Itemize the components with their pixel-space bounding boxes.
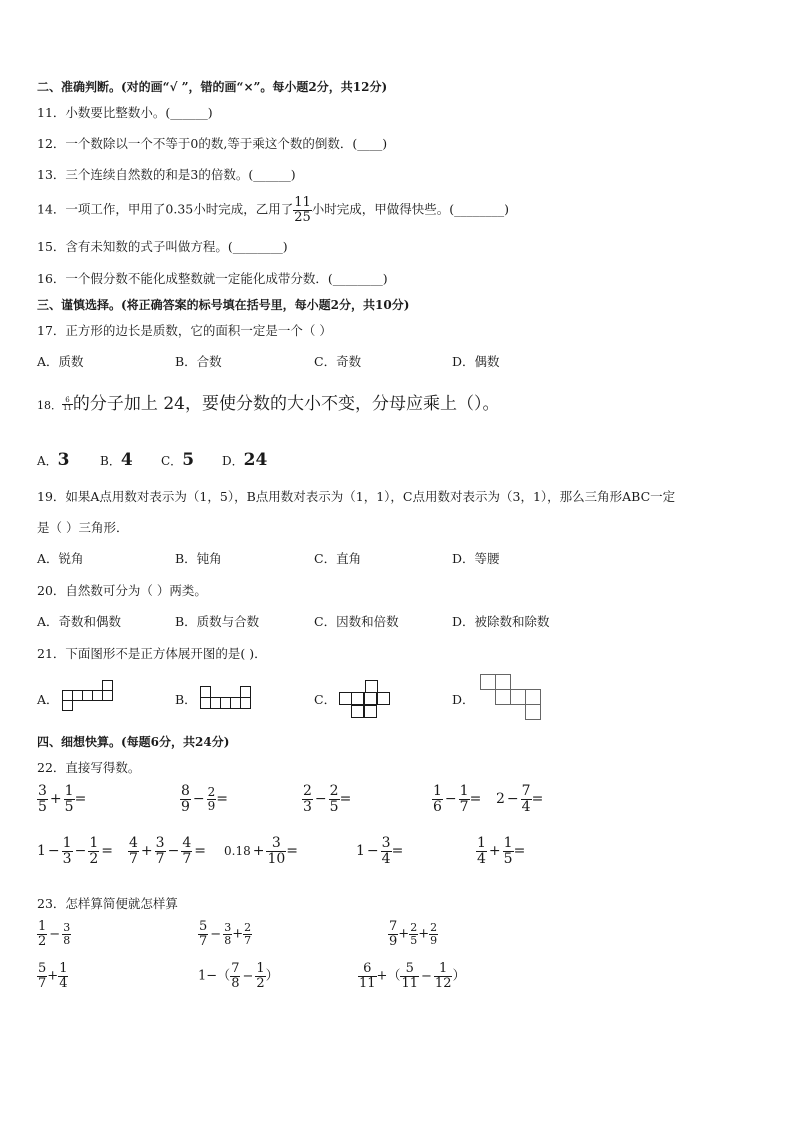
q17-option-d: D．偶数 (452, 354, 500, 369)
q18-denominator: 11 (63, 404, 72, 412)
q18-option-a: A．3 (37, 450, 70, 470)
question-13: 13．三个连续自然数的和是3的倍数。(______) (37, 167, 296, 182)
q20-option-b: B．质数与合数 (175, 614, 260, 629)
q18-number: 18． (37, 399, 62, 412)
question-19-line1: 19．如果A点用数对表示为（1，5），B点用数对表示为（1，1），C点用数对表示为（3，1），那么三角形ABC一定 (37, 489, 676, 504)
q20-option-c: C．因数和倍数 (314, 614, 399, 629)
question-20: 20．自然数可分为（ ）两类。 (37, 583, 207, 598)
q19-option-d: D．等腰 (452, 551, 500, 566)
q22-expr-8: 0.18 + $\frac{3}{10}$ = (224, 835, 299, 867)
q17-option-b: B．合数 (175, 354, 222, 369)
q14-numerator: 11 (294, 195, 311, 210)
q17-option-a: A．质数 (37, 354, 84, 369)
question-17: 17．正方形的边长是质数，它的面积一定是一个（ ） (37, 323, 332, 338)
q23-expr-1: $\frac{1}{2}$ − $\frac{3}{8}$ (38, 919, 71, 949)
question-14 (37, 196, 509, 224)
question-12: 12．一个数除以一个不等于0的数,等于乘这个数的倒数．(____) (37, 136, 388, 151)
q22-expr-3: $\frac{2}{3}$ − $\frac{2}{5}$ = (303, 783, 352, 815)
q21-option-c-label: C． (314, 692, 337, 707)
q14-text-a: 14．一项工作，甲用了0.35小时完成，乙用了 (37, 201, 294, 217)
q22-expr-10: $\frac{1}{4}$ + $\frac{1}{5}$ = (477, 835, 526, 867)
question-23: 23．怎样算简便就怎样算 (37, 896, 178, 911)
q18-numerator: 6 (62, 397, 73, 405)
cube-net-b (200, 686, 256, 714)
section-4-heading: 四、细想快算。(每题6分，共24分) (37, 735, 230, 749)
cube-net-c (338, 680, 394, 720)
q23-expr-5: 1−（ $\frac{7}{8}$ − $\frac{1}{2}$ ） (198, 961, 279, 991)
q18-text: 的分子加上 24，要使分数的大小不变，分母应乘上（）。 (72, 394, 500, 414)
q19-option-a: A．锐角 (37, 551, 84, 566)
q22-expr-1: $\frac{3}{5}$ + $\frac{1}{5}$ = (38, 783, 87, 815)
q23-expr-6: $\frac{6}{11}$ +（ $\frac{5}{11}$ − $\frac{1}{12}$ ） (359, 961, 466, 991)
section-3-heading: 三、谨慎选择。(将正确答案的标号填在括号里，每小题2分，共10分) (37, 298, 410, 312)
q22-expr-2: $\frac{8}{9}$ − $\frac{2}{9}$ = (181, 783, 229, 815)
question-15: 15．含有未知数的式子叫做方程。(________) (37, 239, 288, 254)
q20-option-a: A．奇数和偶数 (37, 614, 122, 629)
q21-option-b-label: B． (175, 692, 197, 707)
cube-net-d (480, 674, 550, 724)
q23-expr-2: $\frac{5}{7}$ − $\frac{3}{8}$ + $\frac{2}{7}$ (199, 919, 252, 949)
question-11: 11．小数要比整数小。(______) (37, 105, 213, 120)
question-21: 21．下面图形不是正方体展开图的是( )． (37, 646, 267, 661)
section-2-heading: 二、准确判断。(对的画“√ ”，错的画“×”。每小题2分，共12分) (37, 80, 388, 94)
q22-expr-7: $\frac{4}{7}$ + $\frac{3}{7}$ − $\frac{4}{7}$ = (129, 835, 206, 867)
q14-denominator: 25 (294, 209, 311, 225)
q23-expr-4: $\frac{5}{7}$ + $\frac{1}{4}$ (38, 961, 68, 991)
question-22: 22．直接写得数。 (37, 760, 141, 775)
question-16: 16．一个假分数不能化成整数就一定能化成带分数．(________) (37, 271, 388, 286)
q22-expr-5: 2 − $\frac{7}{4}$ = (496, 783, 544, 815)
q19-option-c: C．直角 (314, 551, 362, 566)
q23-expr-3: $\frac{7}{9}$ + $\frac{2}{5}$ + $\frac{2}{9}$ (389, 919, 438, 949)
q22-expr-6: 1 − $\frac{1}{3}$ − $\frac{1}{2}$ = (37, 835, 113, 867)
cube-net-a (62, 680, 118, 720)
q21-option-a-label: A． (37, 692, 59, 707)
q21-option-d-label: D． (452, 692, 475, 707)
q18-fraction (62, 397, 73, 413)
q20-option-d: D．被除数和除数 (452, 614, 550, 629)
question-18 (37, 396, 499, 414)
q18-option-b: B．4 (100, 450, 133, 470)
q22-expr-9: 1 − $\frac{3}{4}$ = (356, 835, 404, 867)
q19-option-b: B．钝角 (175, 551, 222, 566)
q18-option-d: D．24 (222, 450, 268, 470)
q14-text-b: 小时完成，甲做得快些。(________) (311, 201, 510, 217)
q17-option-c: C．奇数 (314, 354, 362, 369)
q18-option-c: C．5 (161, 450, 195, 470)
q22-expr-4: $\frac{1}{6}$ − $\frac{1}{7}$ = (433, 783, 482, 815)
q14-fraction (293, 196, 312, 224)
question-19-line2: 是（ ）三角形． (37, 520, 129, 535)
